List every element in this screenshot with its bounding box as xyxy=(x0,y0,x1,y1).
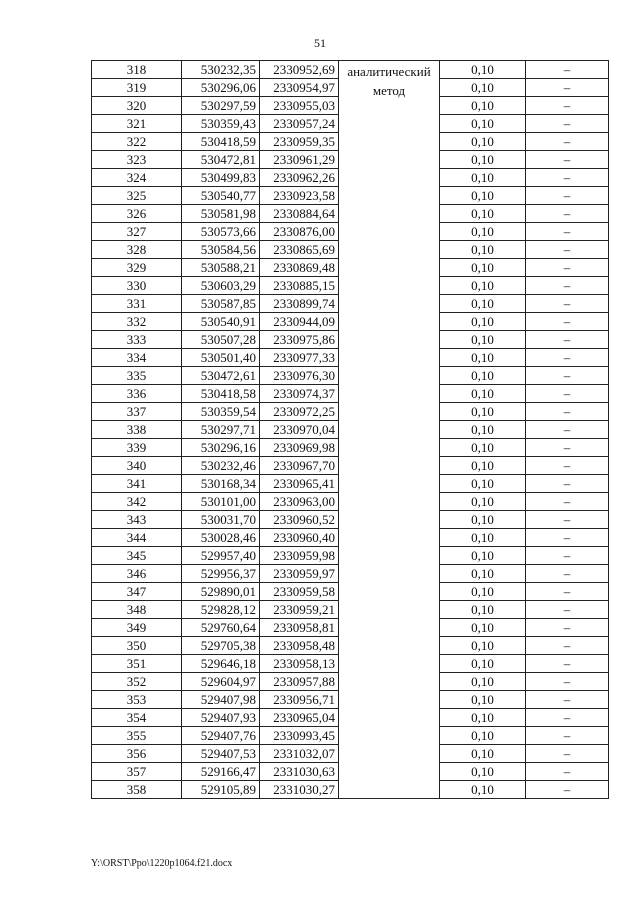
dash-cell: – xyxy=(526,565,609,583)
x-coordinate-cell: 529646,18 xyxy=(182,655,260,673)
x-coordinate-cell: 530418,59 xyxy=(182,133,260,151)
y-coordinate-cell: 2330958,48 xyxy=(260,637,339,655)
x-coordinate-cell: 530472,81 xyxy=(182,151,260,169)
x-coordinate-cell: 530581,98 xyxy=(182,205,260,223)
point-number-cell: 326 xyxy=(92,205,182,223)
dash-cell: – xyxy=(526,709,609,727)
x-coordinate-cell: 529407,93 xyxy=(182,709,260,727)
point-number-cell: 345 xyxy=(92,547,182,565)
dash-cell: – xyxy=(526,691,609,709)
dash-cell: – xyxy=(526,367,609,385)
accuracy-value-cell: 0,10 xyxy=(440,745,526,763)
y-coordinate-cell: 2330958,13 xyxy=(260,655,339,673)
x-coordinate-cell: 530232,46 xyxy=(182,457,260,475)
x-coordinate-cell: 529407,98 xyxy=(182,691,260,709)
accuracy-value-cell: 0,10 xyxy=(440,673,526,691)
accuracy-value-cell: 0,10 xyxy=(440,367,526,385)
dash-cell: – xyxy=(526,61,609,79)
dash-cell: – xyxy=(526,313,609,331)
x-coordinate-cell: 529828,12 xyxy=(182,601,260,619)
y-coordinate-cell: 2331032,07 xyxy=(260,745,339,763)
accuracy-value-cell: 0,10 xyxy=(440,313,526,331)
y-coordinate-cell: 2330963,00 xyxy=(260,493,339,511)
point-number-cell: 324 xyxy=(92,169,182,187)
accuracy-value-cell: 0,10 xyxy=(440,547,526,565)
y-coordinate-cell: 2330959,35 xyxy=(260,133,339,151)
dash-cell: – xyxy=(526,295,609,313)
dash-cell: – xyxy=(526,187,609,205)
dash-cell: – xyxy=(526,781,609,799)
y-coordinate-cell: 2330967,70 xyxy=(260,457,339,475)
point-number-cell: 335 xyxy=(92,367,182,385)
x-coordinate-cell: 529760,64 xyxy=(182,619,260,637)
x-coordinate-cell: 529705,38 xyxy=(182,637,260,655)
dash-cell: – xyxy=(526,331,609,349)
dash-cell: – xyxy=(526,421,609,439)
accuracy-value-cell: 0,10 xyxy=(440,403,526,421)
y-coordinate-cell: 2330958,81 xyxy=(260,619,339,637)
accuracy-value-cell: 0,10 xyxy=(440,205,526,223)
x-coordinate-cell: 530499,83 xyxy=(182,169,260,187)
accuracy-value-cell: 0,10 xyxy=(440,187,526,205)
x-coordinate-cell: 530603,29 xyxy=(182,277,260,295)
x-coordinate-cell: 530232,35 xyxy=(182,61,260,79)
y-coordinate-cell: 2330956,71 xyxy=(260,691,339,709)
accuracy-value-cell: 0,10 xyxy=(440,133,526,151)
x-coordinate-cell: 530573,66 xyxy=(182,223,260,241)
accuracy-value-cell: 0,10 xyxy=(440,709,526,727)
coordinates-table xyxy=(91,60,609,799)
dash-cell: – xyxy=(526,457,609,475)
accuracy-value-cell: 0,10 xyxy=(440,295,526,313)
x-coordinate-cell: 530297,71 xyxy=(182,421,260,439)
x-coordinate-cell: 530359,54 xyxy=(182,403,260,421)
y-coordinate-cell: 2330960,52 xyxy=(260,511,339,529)
dash-cell: – xyxy=(526,205,609,223)
x-coordinate-cell: 530101,00 xyxy=(182,493,260,511)
x-coordinate-cell: 530168,34 xyxy=(182,475,260,493)
accuracy-value-cell: 0,10 xyxy=(440,259,526,277)
point-number-cell: 319 xyxy=(92,79,182,97)
accuracy-value-cell: 0,10 xyxy=(440,619,526,637)
point-number-cell: 356 xyxy=(92,745,182,763)
x-coordinate-cell: 530540,77 xyxy=(182,187,260,205)
dash-cell: – xyxy=(526,637,609,655)
y-coordinate-cell: 2330965,04 xyxy=(260,709,339,727)
point-number-cell: 329 xyxy=(92,259,182,277)
y-coordinate-cell: 2330959,21 xyxy=(260,601,339,619)
dash-cell: – xyxy=(526,529,609,547)
x-coordinate-cell: 530587,85 xyxy=(182,295,260,313)
point-number-cell: 325 xyxy=(92,187,182,205)
point-number-cell: 357 xyxy=(92,763,182,781)
y-coordinate-cell: 2330876,00 xyxy=(260,223,339,241)
y-coordinate-cell: 2330952,69 xyxy=(260,61,339,79)
y-coordinate-cell: 2330974,37 xyxy=(260,385,339,403)
y-coordinate-cell: 2330954,97 xyxy=(260,79,339,97)
dash-cell: – xyxy=(526,385,609,403)
y-coordinate-cell: 2330969,98 xyxy=(260,439,339,457)
x-coordinate-cell: 530297,59 xyxy=(182,97,260,115)
point-number-cell: 352 xyxy=(92,673,182,691)
dash-cell: – xyxy=(526,547,609,565)
y-coordinate-cell: 2331030,63 xyxy=(260,763,339,781)
accuracy-value-cell: 0,10 xyxy=(440,421,526,439)
accuracy-value-cell: 0,10 xyxy=(440,61,526,79)
x-coordinate-cell: 530296,16 xyxy=(182,439,260,457)
y-coordinate-cell: 2330961,29 xyxy=(260,151,339,169)
accuracy-value-cell: 0,10 xyxy=(440,79,526,97)
accuracy-value-cell: 0,10 xyxy=(440,727,526,745)
point-number-cell: 341 xyxy=(92,475,182,493)
y-coordinate-cell: 2330955,03 xyxy=(260,97,339,115)
point-number-cell: 355 xyxy=(92,727,182,745)
x-coordinate-cell: 529166,47 xyxy=(182,763,260,781)
y-coordinate-cell: 2330959,58 xyxy=(260,583,339,601)
point-number-cell: 339 xyxy=(92,439,182,457)
x-coordinate-cell: 529890,01 xyxy=(182,583,260,601)
y-coordinate-cell: 2330976,30 xyxy=(260,367,339,385)
accuracy-value-cell: 0,10 xyxy=(440,763,526,781)
y-coordinate-cell: 2330885,15 xyxy=(260,277,339,295)
dash-cell: – xyxy=(526,583,609,601)
x-coordinate-cell: 529604,97 xyxy=(182,673,260,691)
y-coordinate-cell: 2330972,25 xyxy=(260,403,339,421)
dash-cell: – xyxy=(526,223,609,241)
y-coordinate-cell: 2330962,26 xyxy=(260,169,339,187)
point-number-cell: 358 xyxy=(92,781,182,799)
y-coordinate-cell: 2330923,58 xyxy=(260,187,339,205)
x-coordinate-cell: 529407,53 xyxy=(182,745,260,763)
footer-file-path: Y:\ORST\Ppo\1220p1064.f21.docx xyxy=(91,858,233,869)
dash-cell: – xyxy=(526,439,609,457)
x-coordinate-cell: 530028,46 xyxy=(182,529,260,547)
point-number-cell: 338 xyxy=(92,421,182,439)
accuracy-value-cell: 0,10 xyxy=(440,457,526,475)
accuracy-value-cell: 0,10 xyxy=(440,655,526,673)
point-number-cell: 337 xyxy=(92,403,182,421)
point-number-cell: 330 xyxy=(92,277,182,295)
x-coordinate-cell: 530296,06 xyxy=(182,79,260,97)
y-coordinate-cell: 2330959,97 xyxy=(260,565,339,583)
dash-cell: – xyxy=(526,241,609,259)
y-coordinate-cell: 2330899,74 xyxy=(260,295,339,313)
point-number-cell: 318 xyxy=(92,61,182,79)
x-coordinate-cell: 529105,89 xyxy=(182,781,260,799)
point-number-cell: 347 xyxy=(92,583,182,601)
accuracy-value-cell: 0,10 xyxy=(440,493,526,511)
dash-cell: – xyxy=(526,97,609,115)
point-number-cell: 334 xyxy=(92,349,182,367)
point-number-cell: 332 xyxy=(92,313,182,331)
y-coordinate-cell: 2330960,40 xyxy=(260,529,339,547)
y-coordinate-cell: 2330959,98 xyxy=(260,547,339,565)
point-number-cell: 321 xyxy=(92,115,182,133)
accuracy-value-cell: 0,10 xyxy=(440,277,526,295)
point-number-cell: 350 xyxy=(92,637,182,655)
accuracy-value-cell: 0,10 xyxy=(440,601,526,619)
accuracy-value-cell: 0,10 xyxy=(440,331,526,349)
x-coordinate-cell: 530031,70 xyxy=(182,511,260,529)
x-coordinate-cell: 529957,40 xyxy=(182,547,260,565)
accuracy-value-cell: 0,10 xyxy=(440,475,526,493)
dash-cell: – xyxy=(526,79,609,97)
point-number-cell: 327 xyxy=(92,223,182,241)
point-number-cell: 346 xyxy=(92,565,182,583)
accuracy-value-cell: 0,10 xyxy=(440,781,526,799)
accuracy-value-cell: 0,10 xyxy=(440,349,526,367)
dash-cell: – xyxy=(526,493,609,511)
point-number-cell: 349 xyxy=(92,619,182,637)
dash-cell: – xyxy=(526,511,609,529)
accuracy-value-cell: 0,10 xyxy=(440,115,526,133)
accuracy-value-cell: 0,10 xyxy=(440,439,526,457)
y-coordinate-cell: 2330869,48 xyxy=(260,259,339,277)
dash-cell: – xyxy=(526,727,609,745)
y-coordinate-cell: 2330970,04 xyxy=(260,421,339,439)
point-number-cell: 348 xyxy=(92,601,182,619)
dash-cell: – xyxy=(526,475,609,493)
y-coordinate-cell: 2330977,33 xyxy=(260,349,339,367)
dash-cell: – xyxy=(526,259,609,277)
x-coordinate-cell: 529407,76 xyxy=(182,727,260,745)
dash-cell: – xyxy=(526,349,609,367)
x-coordinate-cell: 530540,91 xyxy=(182,313,260,331)
dash-cell: – xyxy=(526,115,609,133)
dash-cell: – xyxy=(526,601,609,619)
point-number-cell: 331 xyxy=(92,295,182,313)
coordinates-table-container xyxy=(91,60,608,799)
x-coordinate-cell: 530507,28 xyxy=(182,331,260,349)
accuracy-value-cell: 0,10 xyxy=(440,223,526,241)
y-coordinate-cell: 2330865,69 xyxy=(260,241,339,259)
point-number-cell: 320 xyxy=(92,97,182,115)
x-coordinate-cell: 530501,40 xyxy=(182,349,260,367)
y-coordinate-cell: 2330957,24 xyxy=(260,115,339,133)
accuracy-value-cell: 0,10 xyxy=(440,637,526,655)
accuracy-value-cell: 0,10 xyxy=(440,691,526,709)
dash-cell: – xyxy=(526,169,609,187)
x-coordinate-cell: 530588,21 xyxy=(182,259,260,277)
x-coordinate-cell: 530584,56 xyxy=(182,241,260,259)
point-number-cell: 342 xyxy=(92,493,182,511)
table-row xyxy=(92,61,609,79)
accuracy-value-cell: 0,10 xyxy=(440,565,526,583)
method-cell: аналитический метод xyxy=(339,61,440,799)
dash-cell: – xyxy=(526,619,609,637)
point-number-cell: 343 xyxy=(92,511,182,529)
point-number-cell: 328 xyxy=(92,241,182,259)
x-coordinate-cell: 530472,61 xyxy=(182,367,260,385)
x-coordinate-cell: 530359,43 xyxy=(182,115,260,133)
point-number-cell: 354 xyxy=(92,709,182,727)
y-coordinate-cell: 2331030,27 xyxy=(260,781,339,799)
point-number-cell: 323 xyxy=(92,151,182,169)
point-number-cell: 336 xyxy=(92,385,182,403)
point-number-cell: 333 xyxy=(92,331,182,349)
accuracy-value-cell: 0,10 xyxy=(440,529,526,547)
coordinates-table-body xyxy=(92,61,609,799)
accuracy-value-cell: 0,10 xyxy=(440,511,526,529)
dash-cell: – xyxy=(526,763,609,781)
accuracy-value-cell: 0,10 xyxy=(440,151,526,169)
accuracy-value-cell: 0,10 xyxy=(440,385,526,403)
point-number-cell: 344 xyxy=(92,529,182,547)
y-coordinate-cell: 2330965,41 xyxy=(260,475,339,493)
y-coordinate-cell: 2330957,88 xyxy=(260,673,339,691)
x-coordinate-cell: 530418,58 xyxy=(182,385,260,403)
point-number-cell: 351 xyxy=(92,655,182,673)
y-coordinate-cell: 2330975,86 xyxy=(260,331,339,349)
y-coordinate-cell: 2330944,09 xyxy=(260,313,339,331)
accuracy-value-cell: 0,10 xyxy=(440,583,526,601)
y-coordinate-cell: 2330884,64 xyxy=(260,205,339,223)
dash-cell: – xyxy=(526,745,609,763)
accuracy-value-cell: 0,10 xyxy=(440,169,526,187)
y-coordinate-cell: 2330993,45 xyxy=(260,727,339,745)
dash-cell: – xyxy=(526,151,609,169)
dash-cell: – xyxy=(526,403,609,421)
point-number-cell: 353 xyxy=(92,691,182,709)
dash-cell: – xyxy=(526,655,609,673)
point-number-cell: 340 xyxy=(92,457,182,475)
accuracy-value-cell: 0,10 xyxy=(440,241,526,259)
point-number-cell: 322 xyxy=(92,133,182,151)
dash-cell: – xyxy=(526,277,609,295)
dash-cell: – xyxy=(526,673,609,691)
accuracy-value-cell: 0,10 xyxy=(440,97,526,115)
x-coordinate-cell: 529956,37 xyxy=(182,565,260,583)
dash-cell: – xyxy=(526,133,609,151)
page-number: 51 xyxy=(314,36,326,50)
